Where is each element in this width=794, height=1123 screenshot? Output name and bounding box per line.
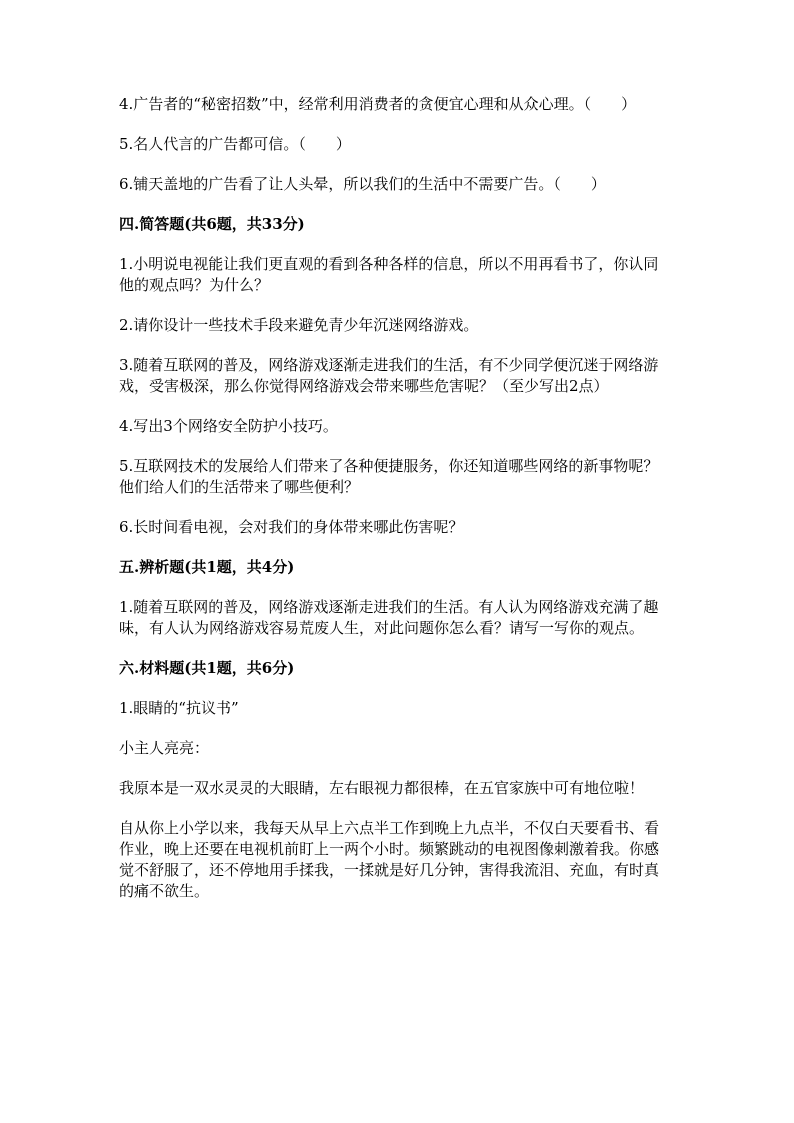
short-answer-question-5: 5.互联网技术的发展给人们带来了各种便捷服务，你还知道哪些网络的新事物呢？他们给人们的生活带来了哪些便利？	[119, 457, 659, 496]
short-answer-question-2: 2.请你设计一些技术手段来避免青少年沉迷网络游戏。	[119, 316, 479, 334]
analysis-question-1: 1.随着互联网的普及，网络游戏逐渐走进我们的生活。有人认为网络游戏充满了趣味，有人认为网络游戏容易荒废人生，对此问题你怎么看？请写一写你的观点。	[119, 598, 659, 637]
judgment-item-4: 4.广告者的“秘密招数”中，经常利用消费者的贪便宜心理和从众心理。（ ）	[119, 95, 637, 113]
judgment-item-6: 6.铺天盖地的广告看了让人头晕，所以我们的生活中不需要广告。（ ）	[119, 175, 606, 193]
section-5-heading: 五.辨析题(共1题，共4分)	[119, 558, 295, 576]
letter-paragraph-1: 我原本是一双水灵灵的大眼睛，左右眼视力都很棒，在五官家族中可有地位啦！	[119, 779, 645, 797]
section-4-heading: 四.简答题(共6题，共33分)	[119, 215, 305, 233]
short-answer-question-1: 1.小明说电视能让我们更直观的看到各种各样的信息，所以不用再看书了，你认同他的观点吗？为什么？	[119, 255, 659, 294]
material-question-title: 1.眼睛的“抗议书”	[119, 699, 239, 717]
section-6-heading: 六.材料题(共1题，共6分)	[119, 659, 295, 677]
letter-paragraph-2: 自从你上小学以来，我每天从早上六点半工作到晚上九点半，不仅白天要看书、看作业，晚上还要在电视机前盯上一两个小时。频繁跳动的电视图像刺激着我。你感觉不舒服了，还不停地用手揉我，一揉就是好几分钟，害得我流泪、充血，有时真的痛不欲生。	[119, 819, 660, 900]
short-answer-question-6: 6.长时间看电视，会对我们的身体带来哪此伤害呢？	[119, 518, 464, 536]
document-page	[119, 94, 667, 902]
short-answer-question-3: 3.随着互联网的普及，网络游戏逐渐走进我们的生活，有不少同学便沉迷于网络游戏，受害极深，那么你觉得网络游戏会带来哪些危害呢？（至少写出2点）	[119, 356, 659, 395]
short-answer-question-4: 4.写出3个网络安全防护小技巧。	[119, 417, 338, 435]
judgment-item-5: 5.名人代言的广告都可信。（ ）	[119, 135, 351, 153]
letter-salutation: 小主人亮亮：	[119, 739, 210, 757]
